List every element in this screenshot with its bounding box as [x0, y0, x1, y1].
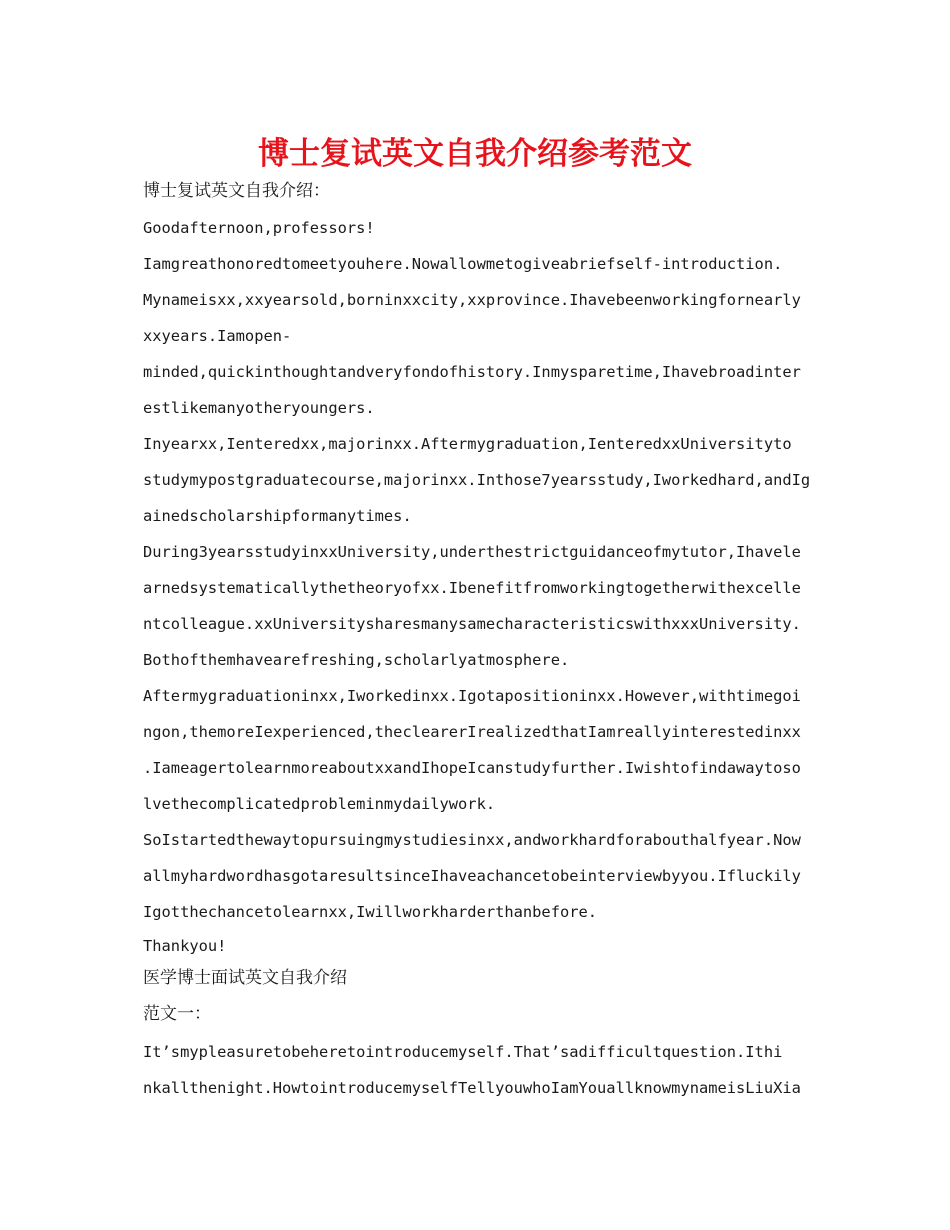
paragraph-line: Aftermygraduationinxx,Iworkedinxx.Igotapositioninxx.However,withtimegoi [143, 687, 801, 705]
paragraph-line: ntcolleague.xxUniversitysharesmanysamecharacteristicswithxxxUniversity. [143, 615, 801, 633]
paragraph-line: Igotthechancetolearnxx,Iwillworkharderthanbefore. [143, 903, 598, 921]
paragraph-line: ainedscholarshipformanytimes. [143, 507, 412, 525]
paragraph-line: Goodafternoon,professors! [143, 219, 375, 237]
section-heading: 医学博士面试英文自我介绍 [143, 968, 347, 988]
paragraph-line: xxyears.Iamopen- [143, 327, 292, 345]
paragraph-line: .IameagertolearnmoreaboutxxandIhopeIcanstudyfurther.Iwishtofindawaytoso [143, 759, 801, 777]
paragraph-line: Bothofthemhavearefreshing,scholarlyatmosphere. [143, 651, 570, 669]
paragraph-line: nkallthenight.HowtointroducemyselfTellyouwhoIamYouallknowmynameisLiuXia [143, 1079, 801, 1097]
section-subheading: 范文一： [143, 1004, 211, 1024]
paragraph-line: minded,quickinthoughtandveryfondofhistory.Inmysparetime,Ihavebroadinter [143, 363, 801, 381]
paragraph-line: lvethecomplicatedprobleminmydailywork. [143, 795, 496, 813]
paragraph-line: Inyearxx,Ienteredxx,majorinxx.Aftermygraduation,IenteredxxUniversityto [143, 435, 792, 453]
paragraph-line: 博士复试英文自我介绍： [143, 181, 330, 201]
paragraph-line: arnedsystematicallythetheoryofxx.Ibenefitfromworkingtogetherwithexcelle [143, 579, 801, 597]
paragraph-line: ngon,themoreIexperienced,theclearerIrealizedthatIamreallyinterestedinxx [143, 723, 801, 741]
paragraph-line: studymypostgraduatecourse,majorinxx.Inthose7yearsstudy,Iworkedhard,andIg [143, 471, 811, 489]
paragraph-line: Iamgreathonoredtomeetyouhere.Nowallowmetogiveabriefself-introduction. [143, 255, 783, 273]
paragraph-line: During3yearsstudyinxxUniversity,underthestrictguidanceofmytutor,Ihavele [143, 543, 801, 561]
page-title: 博士复试英文自我介绍参考范文 [258, 136, 692, 172]
paragraph-line: allmyhardwordhasgotaresultsinceIhaveachancetobeinterviewbyyou.Ifluckily [143, 867, 801, 885]
paragraph-line: It’smypleasuretobeheretointroducemyself.That’sadifficultquestion.Ithi [143, 1043, 783, 1061]
paragraph-line: SoIstartedthewaytopursuingmystudiesinxx,andworkhardforabouthalfyear.Now [143, 831, 801, 849]
paragraph-line: Thankyou! [143, 937, 227, 955]
paragraph-line: estlikemanyotheryoungers. [143, 399, 375, 417]
paragraph-line: Mynameisxx,xxyearsold,borninxxcity,xxprovince.Ihavebeenworkingfornearly [143, 291, 801, 309]
